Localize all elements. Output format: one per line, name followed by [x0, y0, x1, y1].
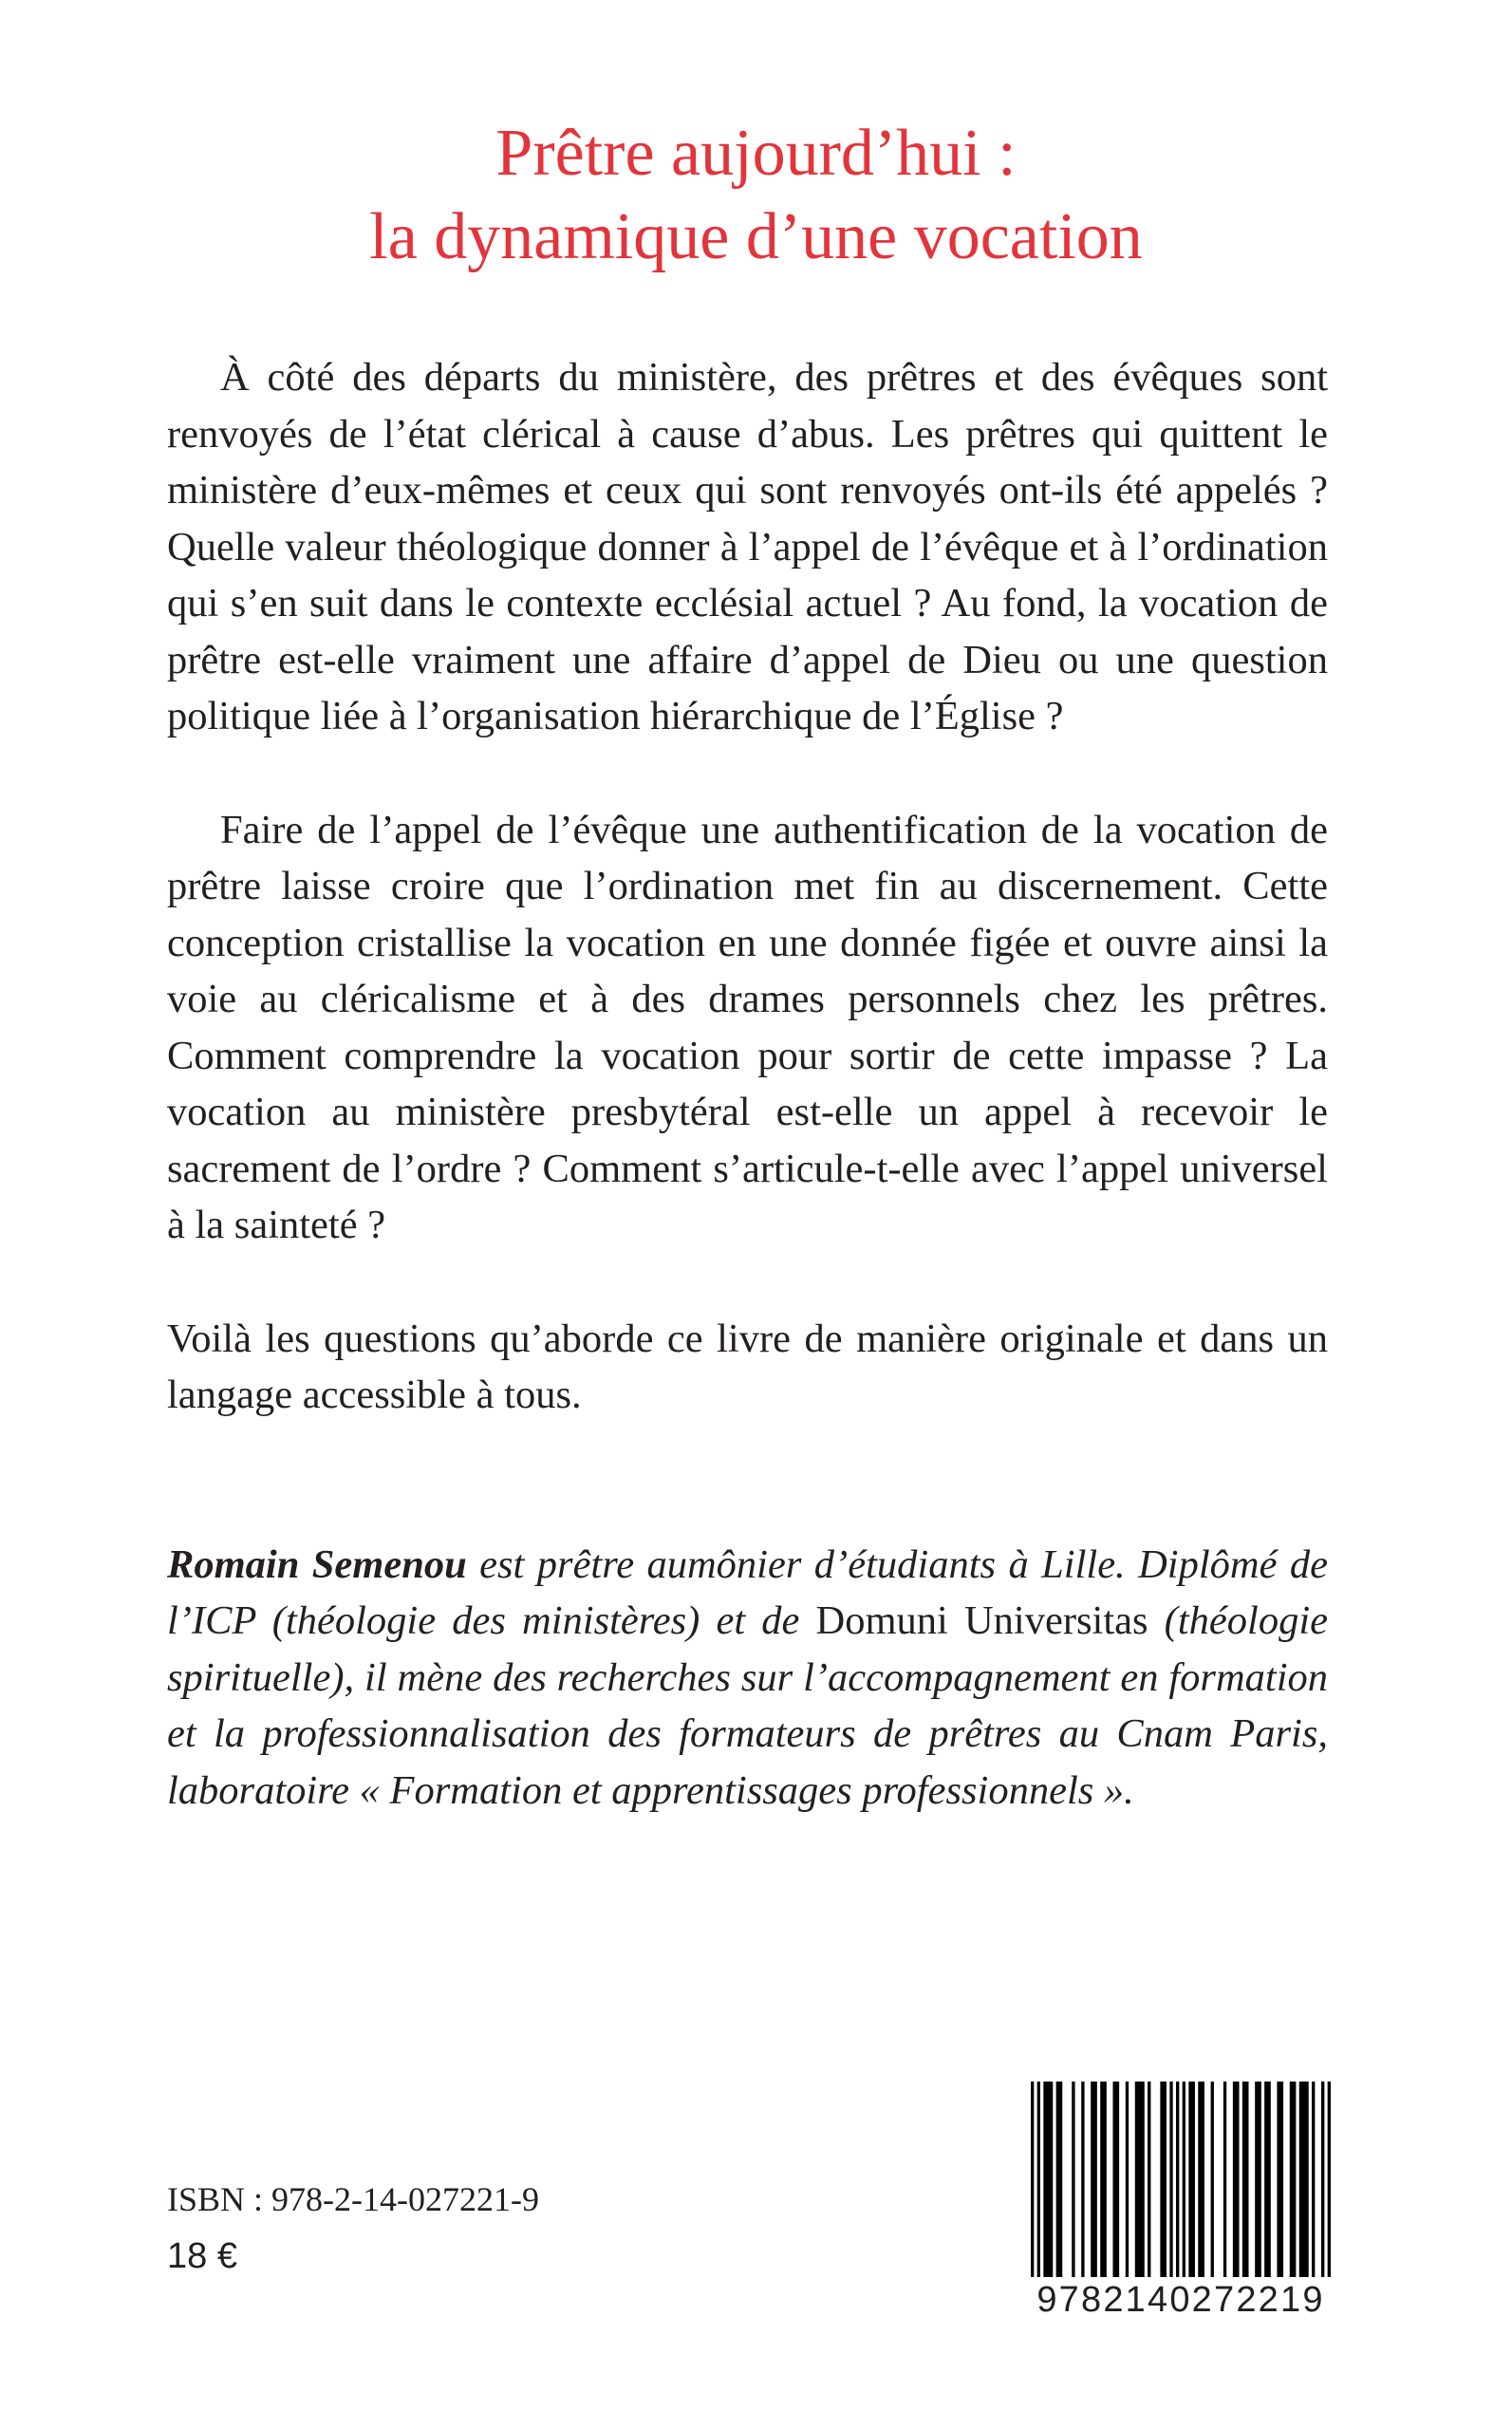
barcode-bar: [1176, 2082, 1179, 2277]
barcode-bar: [1312, 2082, 1315, 2277]
barcode-bar: [1112, 2082, 1119, 2277]
barcode-bar: [1242, 2082, 1249, 2277]
barcode-digits: 9782140272219: [1036, 2280, 1325, 2320]
barcode-bar: [1100, 2082, 1107, 2277]
barcode-bar: [1072, 2082, 1074, 2277]
back-cover-text: [167, 349, 1328, 1819]
barcode-bar: [1321, 2082, 1324, 2277]
barcode-bar: [1148, 2082, 1150, 2277]
barcode-bar: [1290, 2082, 1297, 2277]
author-bio: [167, 1537, 1328, 1820]
barcode-bar: [1264, 2082, 1271, 2277]
paragraph-1: À côté des départs du ministère, des prêtres et des évêques sont renvoyés de l’état clérical à cause d’abus. Les prêtres qui quittent le ministère d’eux-mêmes et ceux qui sont renvoyés ont-ils été appelés ? Quelle valeur théologique donner à l’appel de l’évêque et à l’ordination qui s’en suit dans le contexte ecclésial actuel ? Au fond, la vocation de prêtre est-elle vraiment une affaire d’appel de Dieu ou une question politique liée à l’organisation hiérarchique de l’Église ?: [167, 355, 1328, 738]
author-bio-text-1: est prêtre aumônier d’étudiants à Lille. Diplômé de l’ICP (théologie des ministères) et de: [167, 1541, 1328, 1643]
barcode-bar: [1255, 2082, 1261, 2277]
barcode-bar: [1169, 2082, 1172, 2277]
barcode-bar: [1031, 2082, 1034, 2277]
barcode-bar: [1328, 2082, 1331, 2277]
author-bio-text-2: (théologie spirituelle), il mène des recherches sur l’accompagnement en formation et la professionnalisation des formateurs de prêtres au Cnam Paris, laboratoire « Formation et apprentissages professionnels ».: [167, 1598, 1328, 1813]
paragraph-2: Faire de l’appel de l’évêque une authentification de la vocation de prêtre laisse croire que l’ordination met fin au discernement. Cette conception cristallise la vocation en une donnée figée et ouvre ainsi la voie au cléricalisme et à des drames personnels chez les prêtres. Comment comprendre la vocation pour sortir de cette impasse ? La vocation au ministère presbytéral est-elle un appel à recevoir le sacrement de l’ordre ? Comment s’articule-t-elle avec l’appel universel à la sainteté ?: [167, 807, 1328, 1247]
ean13-barcode-icon: [1031, 2082, 1331, 2283]
barcode: [1031, 2082, 1331, 2320]
author-name: Romain Semenou: [167, 1541, 467, 1587]
barcode-bar: [1223, 2082, 1226, 2277]
barcode-bar: [1299, 2082, 1309, 2277]
barcode-bar: [1188, 2082, 1195, 2277]
barcode-bar: [1135, 2082, 1145, 2277]
paragraph-3: Voilà les questions qu’aborde ce livre de manière originale et dans un langage accessible à tous.: [167, 1316, 1328, 1417]
barcode-bar: [1081, 2082, 1084, 2277]
barcode-bar: [1091, 2082, 1097, 2277]
book-title: [0, 112, 1512, 279]
book-title-line-2: la dynamique d’une vocation: [369, 200, 1143, 273]
barcode-bar: [1160, 2082, 1167, 2277]
isbn-number: ISBN : 978-2-14-027221-9: [167, 2180, 539, 2218]
institution-name: Domuni Universitas: [815, 1598, 1148, 1643]
barcode-bar: [1211, 2082, 1214, 2277]
barcode-bar: [1233, 2082, 1240, 2277]
barcode-bar: [1037, 2082, 1040, 2277]
price: 18 €: [167, 2236, 237, 2276]
barcode-bar: [1043, 2082, 1053, 2277]
barcode-bar: [1277, 2082, 1283, 2277]
barcode-bar: [1198, 2082, 1204, 2277]
book-title-line-1: Prêtre aujourd’hui :: [495, 117, 1017, 190]
barcode-bar: [1126, 2082, 1129, 2277]
barcode-bar: [1056, 2082, 1063, 2277]
barcode-bar: [1183, 2082, 1185, 2277]
